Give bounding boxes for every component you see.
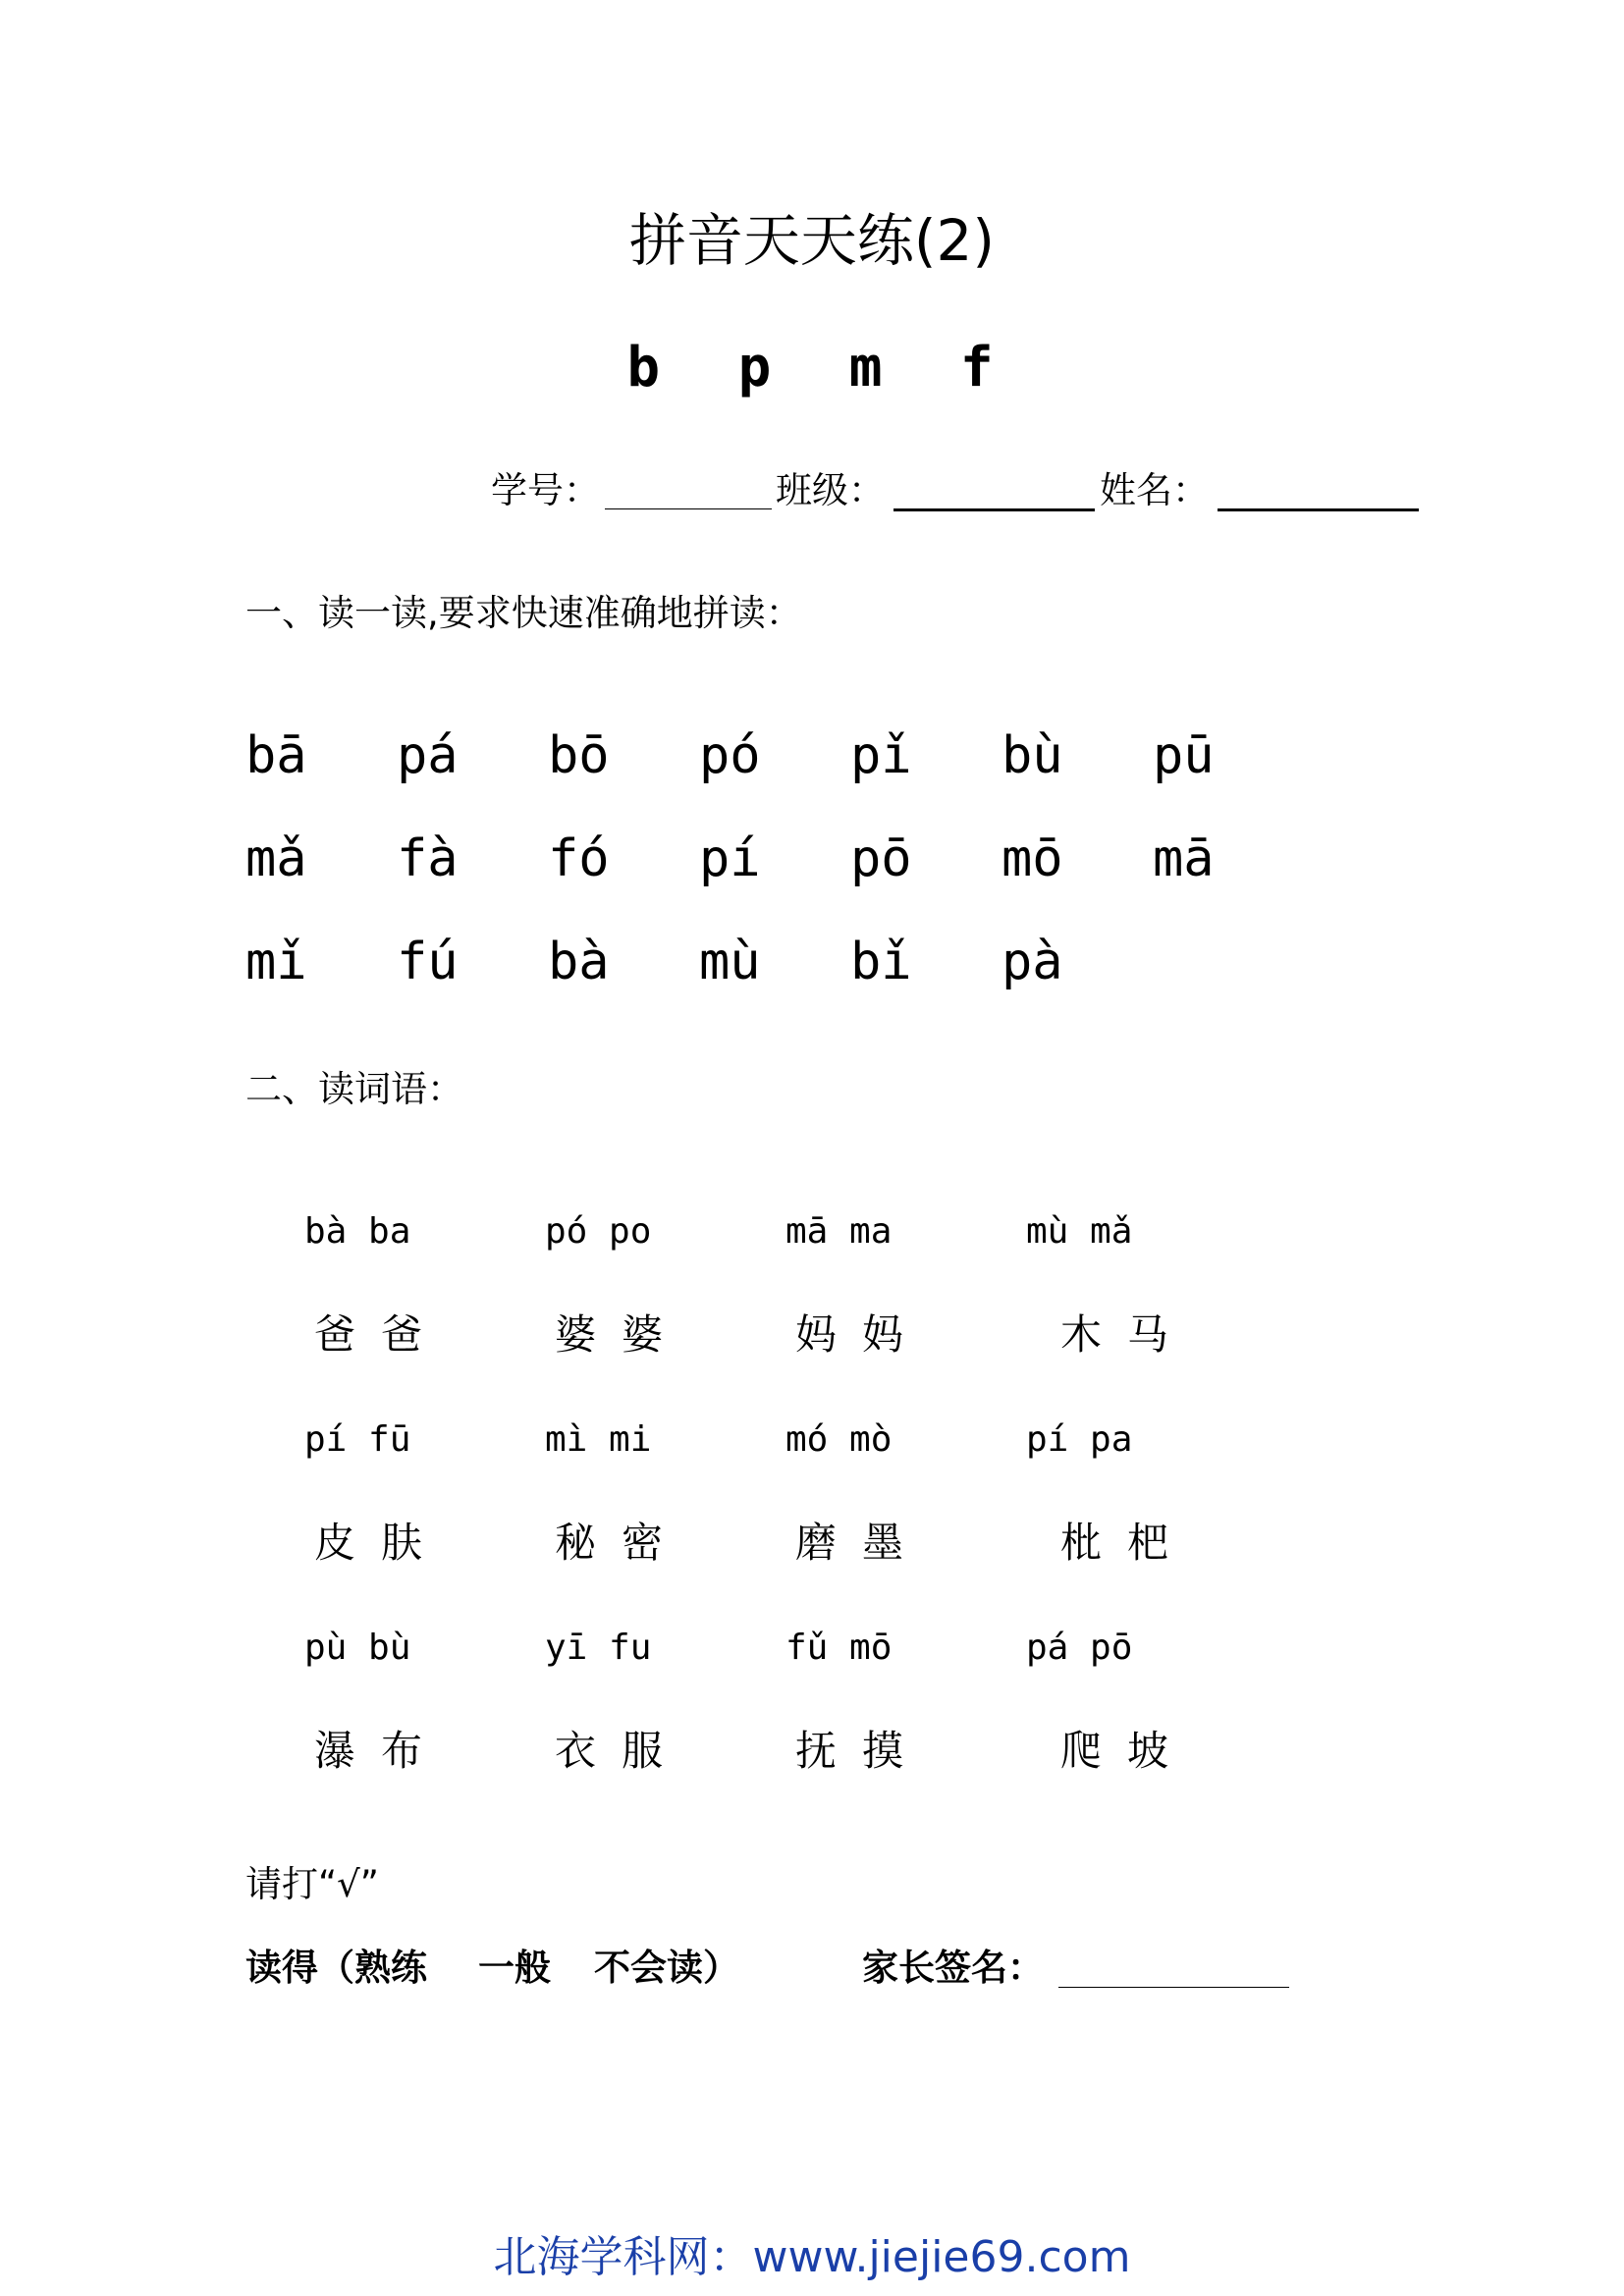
word-item (535, 1619, 771, 1781)
word-item (535, 1411, 771, 1573)
word-hanzi: 衣服 (555, 1727, 689, 1775)
syllable: mō (1001, 829, 1063, 888)
word-row (295, 1619, 1375, 1827)
word-hanzi: 皮肤 (314, 1519, 449, 1567)
word-item (1016, 1619, 1252, 1781)
name-label: 姓名： (1100, 469, 1209, 511)
word-pinyin: pù bù (304, 1628, 411, 1668)
word-hanzi: 秘密 (555, 1519, 689, 1567)
word-pinyin: mì mi (545, 1419, 652, 1460)
syllable: pá (397, 726, 459, 785)
syllable: pǐ (850, 726, 912, 785)
word-hanzi: 爬坡 (1060, 1727, 1195, 1775)
word-hanzi: 爸爸 (314, 1310, 449, 1359)
section1-heading: 一、读一读,要求快速准确地拼读： (245, 592, 802, 634)
word-hanzi: 婆婆 (555, 1310, 689, 1359)
footer-website: 北海学科网：www.jiejie69.com (493, 2232, 1131, 2282)
student-no-label: 学号： (491, 469, 600, 511)
word-pinyin: fǔ mō (785, 1628, 893, 1668)
word-item (295, 1619, 530, 1781)
syllable: fó (548, 829, 610, 888)
syllable: fú (397, 933, 459, 991)
reading-label[interactable]: 读得（熟练 (245, 1947, 427, 1989)
syllable: pó (699, 726, 761, 785)
parent-sign-label: 家长签名： (862, 1947, 1044, 1989)
page-title: 拼音天天练(2) (628, 207, 996, 274)
syllable: mù (699, 933, 761, 991)
word-item (776, 1619, 1011, 1781)
word-pinyin: yī fu (545, 1628, 652, 1668)
word-item (295, 1202, 530, 1364)
word-item (776, 1411, 1011, 1573)
syllable: pū (1153, 726, 1215, 785)
student-no-blank[interactable] (605, 508, 772, 509)
parent-sign-blank[interactable] (1058, 1987, 1289, 1988)
syllable: pí (699, 829, 761, 888)
syllable: bō (548, 726, 610, 785)
subtitle-initials: b p m f (626, 336, 998, 400)
word-row (295, 1202, 1375, 1411)
word-item (776, 1202, 1011, 1364)
check-instruction: 请打“√” (245, 1863, 379, 1905)
syllable: bǐ (850, 933, 912, 991)
word-pinyin: pó po (545, 1211, 652, 1252)
word-hanzi: 瀑布 (314, 1727, 449, 1775)
section2-heading: 二、读词语： (245, 1068, 463, 1110)
syllable: bà (548, 933, 610, 991)
syllable: bā (245, 726, 307, 785)
reading-option-normal[interactable]: 一般 (478, 1947, 551, 1989)
word-row (295, 1411, 1375, 1619)
word-list (295, 1202, 1375, 1827)
name-blank[interactable] (1218, 508, 1419, 511)
word-item (535, 1202, 771, 1364)
word-pinyin: mó mò (785, 1419, 893, 1460)
word-hanzi: 妈妈 (795, 1310, 930, 1359)
syllable: mǎ (245, 829, 307, 888)
syllable: bù (1001, 726, 1063, 785)
syllable-row (245, 717, 1326, 820)
syllable-grid (245, 717, 1326, 1026)
syllable: mǐ (245, 933, 307, 991)
word-pinyin: pí pa (1026, 1419, 1133, 1460)
word-pinyin: bà ba (304, 1211, 411, 1252)
syllable-row (245, 923, 1326, 1026)
reading-level-row (245, 1939, 1326, 1998)
syllable: pō (850, 829, 912, 888)
word-hanzi: 木马 (1060, 1310, 1195, 1359)
syllable: mā (1153, 829, 1215, 888)
word-item (1016, 1202, 1252, 1364)
class-label: 班级： (776, 469, 885, 511)
word-hanzi: 枇杷 (1060, 1519, 1195, 1567)
syllable: pà (1001, 933, 1063, 991)
class-blank[interactable] (893, 508, 1095, 511)
word-item (1016, 1411, 1252, 1573)
word-item (295, 1411, 530, 1573)
word-pinyin: pá pō (1026, 1628, 1133, 1668)
reading-option-cannot[interactable]: 不会读） (594, 1947, 739, 1989)
syllable: fà (397, 829, 459, 888)
word-pinyin: mù mǎ (1026, 1211, 1133, 1252)
word-pinyin: pí fū (304, 1419, 411, 1460)
syllable-row (245, 820, 1326, 923)
word-hanzi: 磨墨 (795, 1519, 930, 1567)
student-info-row (491, 461, 1434, 520)
word-pinyin: mā ma (785, 1211, 893, 1252)
word-hanzi: 抚摸 (795, 1727, 930, 1775)
